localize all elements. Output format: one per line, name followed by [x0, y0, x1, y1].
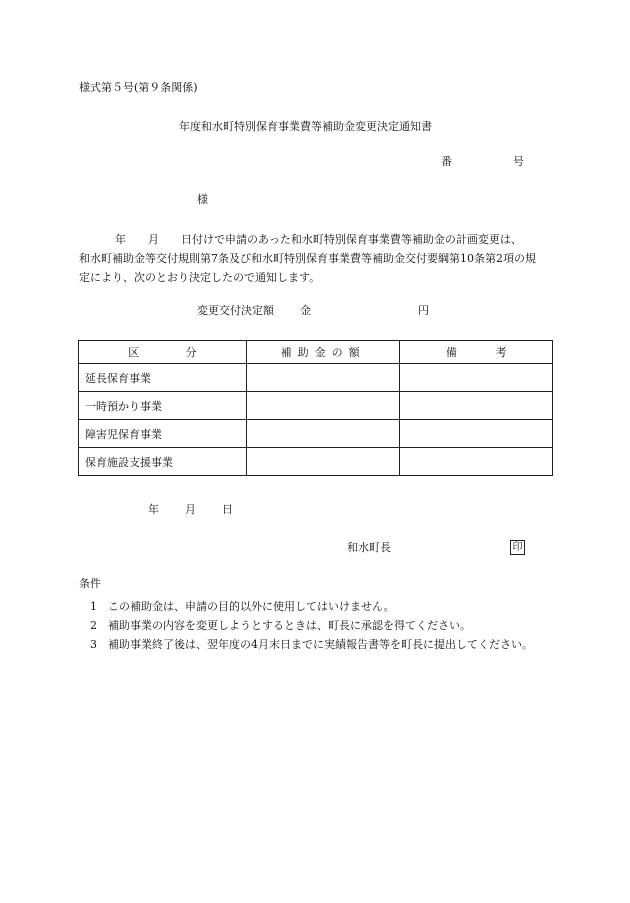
amount-yen: 円 [418, 304, 429, 317]
body-line-1-text: 日付けで申請のあった和水町特別保育事業費等補助金の計画変更は、 [181, 233, 522, 246]
grant-table [78, 340, 553, 476]
form-number: 様式第５号(第９条関係) [79, 81, 198, 94]
table-row [79, 420, 553, 448]
condition-item: 1 この補助金は、申請の目的以外に使用してはいけません。 [90, 600, 395, 613]
row-category: 一時預かり事業 [79, 392, 247, 420]
table-row [79, 392, 553, 420]
conditions-title: 条件 [79, 577, 101, 590]
table-header-row [79, 341, 553, 364]
row-amount[interactable] [246, 448, 400, 476]
row-category: 保育施設支援事業 [79, 448, 247, 476]
row-remarks[interactable] [400, 392, 553, 420]
mayor-title: 和水町長 [347, 541, 391, 554]
table-row [79, 364, 553, 392]
amount-kin: 金 [300, 304, 311, 317]
seal-mark: 印 [510, 540, 525, 555]
header-category: 区 分 [79, 341, 247, 364]
issue-date [148, 503, 233, 517]
number-label: 番 [441, 155, 452, 168]
table-row [79, 448, 553, 476]
row-remarks[interactable] [400, 364, 553, 392]
row-remarks[interactable] [400, 448, 553, 476]
amount-label: 変更交付決定額 [197, 304, 274, 317]
body-line-1 [79, 230, 554, 249]
body-line-2: 和水町補助金等交付規則第7条及び和水町特別保育事業費等補助金交付要綱第10条第2項の規 [79, 252, 536, 265]
row-remarks[interactable] [400, 420, 553, 448]
number-suffix: 号 [513, 155, 524, 168]
notice-body [79, 230, 554, 287]
header-remarks: 備 考 [400, 341, 553, 364]
row-category: 延長保育事業 [79, 364, 247, 392]
issue-date-month: 月 [185, 503, 196, 516]
issue-date-year: 年 [148, 503, 159, 516]
conditions-list [90, 597, 533, 654]
condition-item: 3 補助事業終了後は、翌年度の4月末日までに実績報告書等を町長に提出してください。 [90, 638, 533, 651]
body-month: 月 [148, 233, 159, 246]
body-year: 年 [115, 233, 126, 246]
row-amount[interactable] [246, 364, 400, 392]
row-amount[interactable] [246, 420, 400, 448]
document-title: 年度和水町特別保育事業費等補助金変更決定通知書 [179, 120, 432, 133]
header-amount: 補助金の額 [246, 341, 400, 364]
condition-item: 2 補助事業の内容を変更しようとするときは、町長に承認を得てください。 [90, 619, 471, 632]
addressee-suffix: 様 [197, 193, 208, 206]
row-amount[interactable] [246, 392, 400, 420]
issue-date-day: 日 [222, 503, 233, 516]
body-line-3: 定により、次のとおり決定したので通知します。 [79, 271, 321, 284]
row-category: 障害児保育事業 [79, 420, 247, 448]
